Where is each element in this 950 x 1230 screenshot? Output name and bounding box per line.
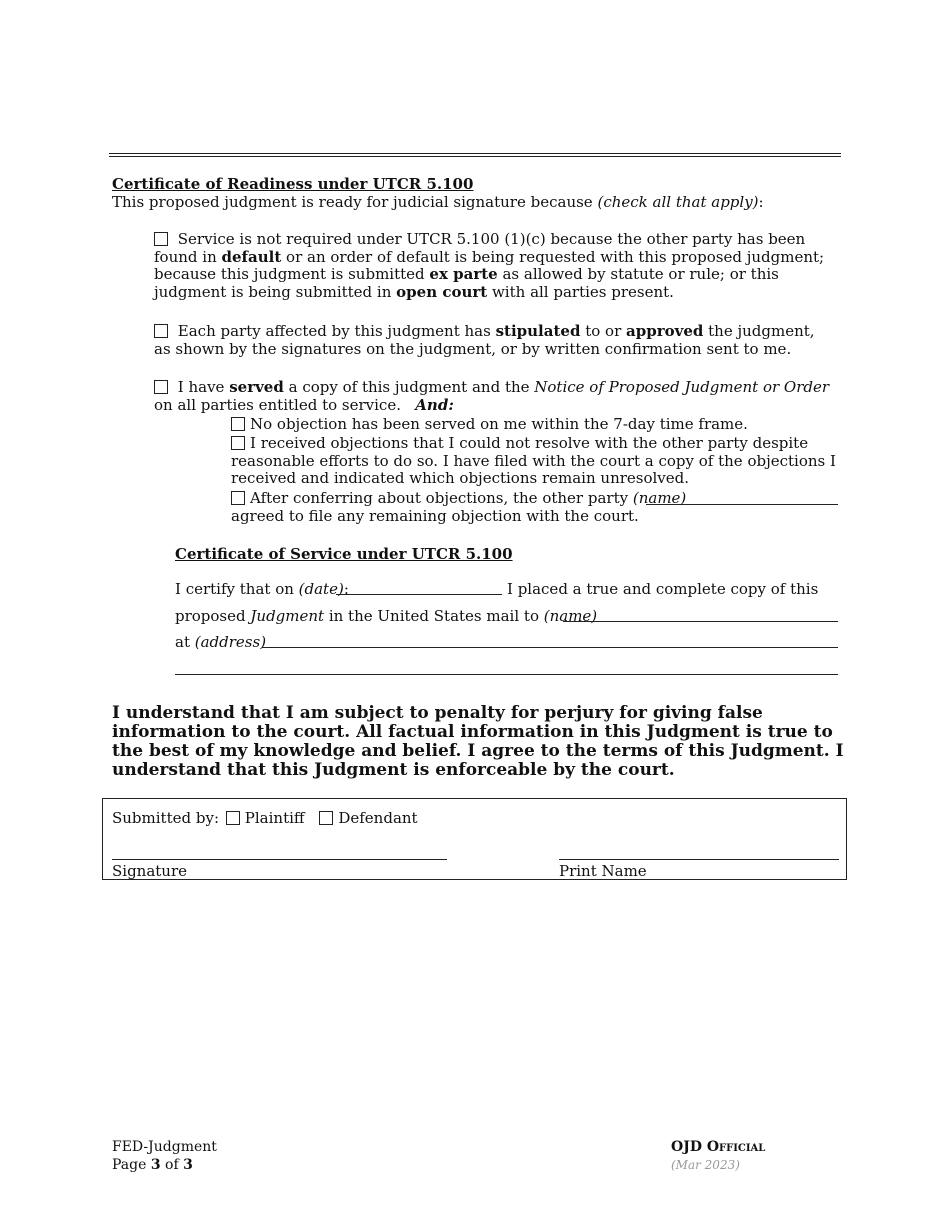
checkbox-plaintiff[interactable] xyxy=(226,811,240,825)
submitted-by-box xyxy=(102,798,847,880)
checkbox-stipulated[interactable] xyxy=(154,324,168,338)
checkbox-served[interactable] xyxy=(154,380,168,394)
checkbox-service-not-required[interactable] xyxy=(154,232,168,246)
service-line-1-cont: I placed a true and complete copy of this xyxy=(507,580,819,598)
print-name-label: Print Name xyxy=(559,862,647,880)
form-name: FED-Judgment xyxy=(112,1139,217,1155)
service-address-line[interactable] xyxy=(262,647,838,648)
checkbox-conferred[interactable] xyxy=(231,491,245,505)
signature-label: Signature xyxy=(112,862,188,880)
readiness-title: Certificate of Readiness under UTCR 5.100 xyxy=(112,175,474,193)
top-double-rule xyxy=(109,153,841,157)
service-name-line[interactable] xyxy=(563,621,838,622)
readiness-intro: This proposed judgment is ready for judicial signature because (check all that apply): xyxy=(112,193,764,211)
checkbox-defendant[interactable] xyxy=(319,811,333,825)
form-date: (Mar 2023) xyxy=(671,1158,740,1172)
perjury-statement: I understand that I am subject to penalty for perjury for giving false information to the court. All factual information in this Judgment is true to the best of my knowledge and belief. I agree to the terms of this Judgment. I understand that this Judgment is enforceable by the court. xyxy=(112,703,844,780)
service-address-line-2[interactable] xyxy=(175,674,838,675)
print-name-line[interactable] xyxy=(559,859,839,860)
service-line-3-label: at (address) xyxy=(175,633,267,651)
readiness-option-3: I have served a copy of this judgment and the Notice of Proposed Judgment or Order on all parties entitled to service. And: xyxy=(154,378,830,414)
other-party-name-line[interactable] xyxy=(646,504,838,505)
signature-line[interactable] xyxy=(112,859,447,860)
service-date-line[interactable] xyxy=(336,594,502,595)
footer-right xyxy=(671,1138,765,1174)
sub-option-conferred-cont: agreed to file any remaining objection with the court. xyxy=(231,507,639,525)
readiness-option-2: Each party affected by this judgment has stipulated to or approved the judgment, as shown by the signatures on the judgment, or by written confirmation sent to me. xyxy=(154,322,815,358)
footer-left xyxy=(112,1138,217,1174)
service-line-2-label: proposed Judgment in the United States mail to (name) xyxy=(175,607,598,625)
ojd-official: OJD Official xyxy=(671,1139,766,1155)
sub-option-conferred: After conferring about objections, the other party (name) xyxy=(231,490,841,508)
sub-option-objections-unresolved: I received objections that I could not resolve with the other party despite reasonable efforts to do so. I have filed with the court a copy of the objections I received and indicated which objections remain unresolved. xyxy=(231,434,836,487)
sub-option-no-objection: No objection has been served on me within the 7-day time frame. xyxy=(231,416,831,434)
readiness-option-1: Service is not required under UTCR 5.100 (1)(c) because the other party has been found in default or an order of default is being requested with this proposed judgment; because this judgment is submitted ex parte as allowed by statute or rule; or this judgment is being submitted in open court with all parties present. xyxy=(154,230,825,301)
service-title: Certificate of Service under UTCR 5.100 xyxy=(175,545,513,563)
checkbox-objections-unresolved[interactable] xyxy=(231,436,245,450)
page-number: Page 3 of 3 xyxy=(112,1157,193,1173)
service-line-1-label: I certify that on (date): xyxy=(175,580,349,598)
submitted-by-row: Submitted by: Plaintiff Defendant xyxy=(112,809,418,827)
checkbox-no-objection[interactable] xyxy=(231,417,245,431)
